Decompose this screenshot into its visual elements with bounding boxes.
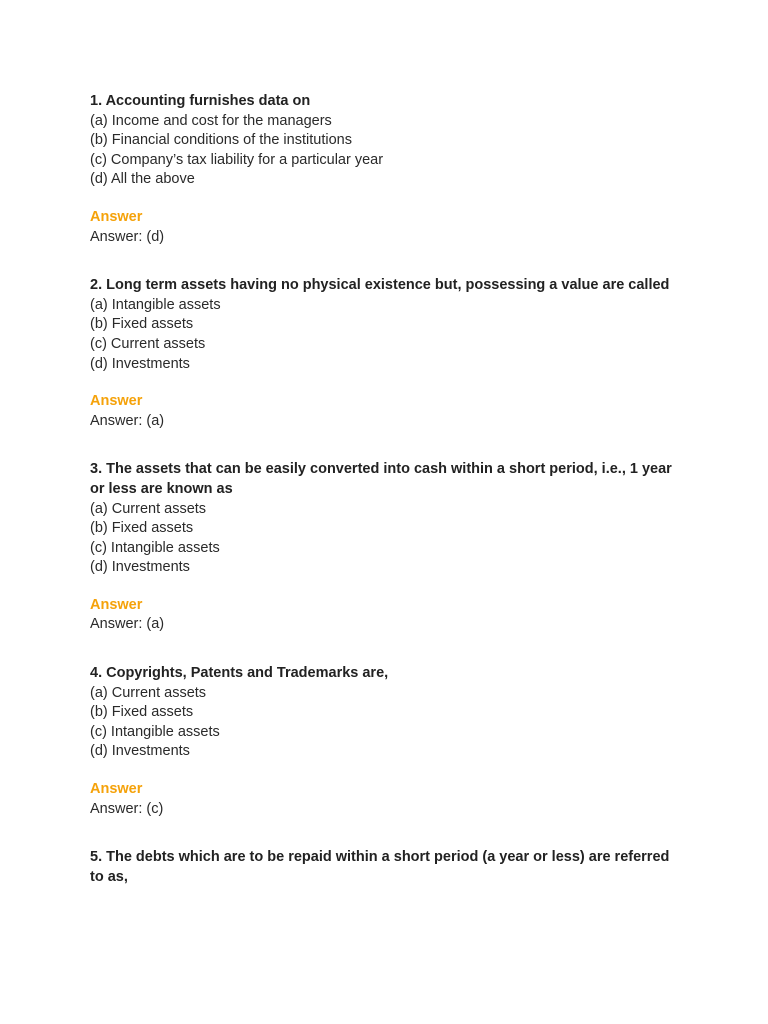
spacer xyxy=(90,431,680,460)
option-a: (a) Income and cost for the managers xyxy=(90,112,332,129)
answer-toggle[interactable]: Answer xyxy=(90,393,143,410)
answer-text: Answer: (a) xyxy=(90,616,165,633)
answer-text: Answer: (d) xyxy=(90,228,165,245)
option-b: (b) Financial conditions of the institutions xyxy=(90,132,352,149)
option-c: (c) Current assets xyxy=(90,335,206,352)
question-4 xyxy=(90,664,680,819)
question-title: 4. Copyrights, Patents and Trademarks are, xyxy=(90,665,389,682)
question-5 xyxy=(90,848,680,887)
question-title: 2. Long term assets having no physical existence but, possessing a value are called xyxy=(90,277,670,294)
answer-block xyxy=(90,596,680,635)
option-b: (b) Fixed assets xyxy=(90,704,194,721)
question-title: 1. Accounting furnishes data on xyxy=(90,93,311,109)
option-b: (b) Fixed assets xyxy=(90,316,194,333)
answer-text: Answer: (c) xyxy=(90,800,164,817)
question-1 xyxy=(90,92,680,247)
answer-toggle[interactable]: Answer xyxy=(90,208,143,225)
option-b: (b) Fixed assets xyxy=(90,520,194,537)
quiz-page xyxy=(90,92,680,887)
question-title: 3. The assets that can be easily converted into cash within a short period, i.e., 1 year or less are known as xyxy=(90,461,672,497)
option-d: (d) Investments xyxy=(90,559,190,576)
option-c: (c) Company’s tax liability for a particular year xyxy=(90,151,384,168)
option-d: (d) Investments xyxy=(90,743,190,760)
option-d: (d) Investments xyxy=(90,355,190,372)
answer-block xyxy=(90,780,680,819)
answer-toggle[interactable]: Answer xyxy=(90,781,143,798)
question-2 xyxy=(90,276,680,431)
spacer xyxy=(90,247,680,276)
question-3 xyxy=(90,460,680,635)
answer-text: Answer: (a) xyxy=(90,412,165,429)
question-title: 5. The debts which are to be repaid within a short period (a year or less) are referred to as, xyxy=(90,849,670,885)
option-a: (a) Current assets xyxy=(90,684,207,701)
answer-block xyxy=(90,208,680,247)
spacer xyxy=(90,819,680,848)
option-c: (c) Intangible assets xyxy=(90,539,220,556)
option-d: (d) All the above xyxy=(90,171,195,188)
answer-block xyxy=(90,392,680,431)
option-a: (a) Current assets xyxy=(90,500,207,517)
option-a: (a) Intangible assets xyxy=(90,296,221,313)
spacer xyxy=(90,635,680,664)
answer-toggle[interactable]: Answer xyxy=(90,596,143,613)
option-c: (c) Intangible assets xyxy=(90,723,220,740)
